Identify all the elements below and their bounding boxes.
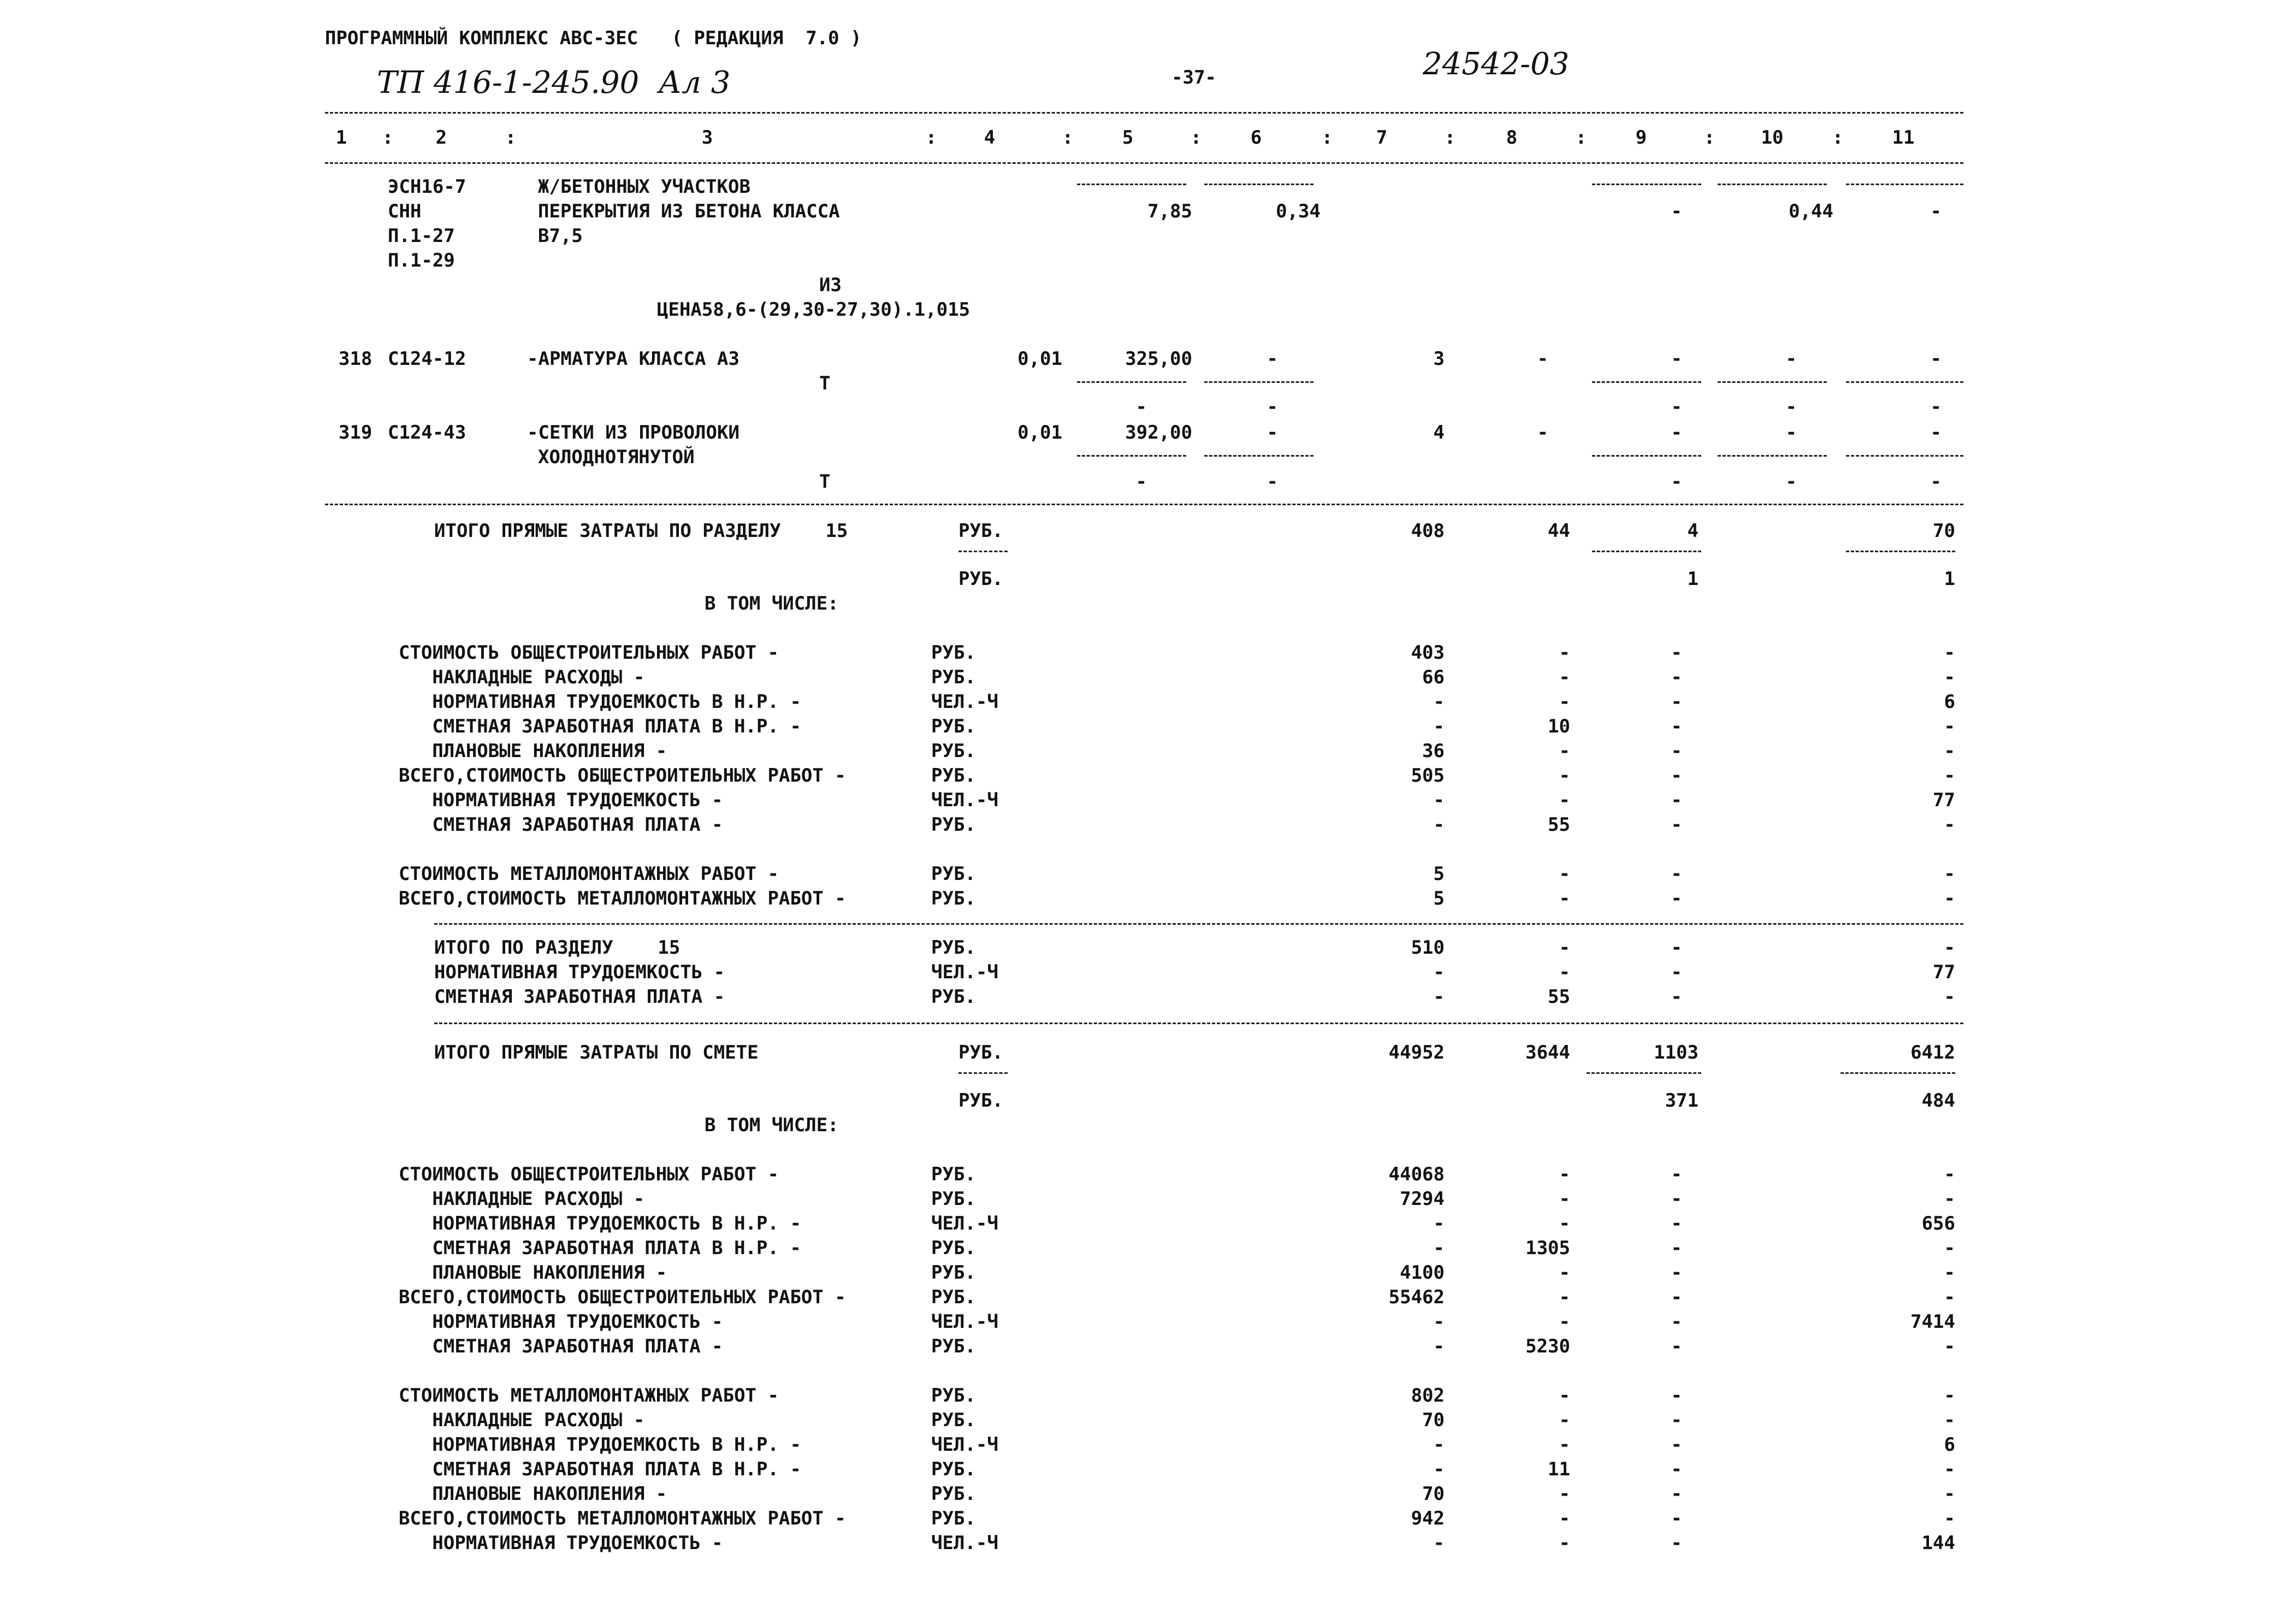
cell-c7: 802 [1411,1385,1445,1407]
cell-underline [1204,184,1313,185]
section-total-label: ИТОГО ПРЯМЫЕ ЗАТРАТЫ ПО РАЗДЕЛУ 15 [434,520,848,542]
cell-c9: 371 [1665,1090,1699,1112]
cell-c9: - [1671,1409,1682,1431]
cell-c11: - [1944,1458,1955,1480]
cell-c7: 5 [1433,888,1445,909]
cell-underline [1846,184,1963,185]
cell-c9: - [1671,740,1682,762]
row-unit: Т [819,471,831,493]
cell-c10: - [1785,471,1797,493]
cell-c7: 5 [1433,863,1445,885]
cell-underline [1077,455,1186,457]
cell-c9: - [1671,1311,1682,1333]
cell-c6: 0,34 [1276,200,1321,222]
cell-c6: - [1267,348,1278,370]
cell-c11: - [1944,986,1955,1008]
including-heading: В ТОМ ЧИСЛЕ: [705,1114,839,1136]
cell-c9: - [1671,961,1682,983]
cell-underline [1592,551,1701,552]
cell-c10: - [1785,396,1797,418]
cell-c7: 942 [1411,1508,1445,1529]
column-separator: : [1703,127,1715,149]
line-label: НАКЛАДНЫЕ РАСХОДЫ - [399,1188,645,1210]
cell-c9: - [1671,1163,1682,1185]
cell-c8: - [1537,348,1548,370]
cell-c9: - [1671,814,1682,836]
row-description: -СЕТКИ ИЗ ПРОВОЛОКИ [527,422,739,444]
cell-c11: - [1944,642,1955,664]
cell-c11: - [1944,1336,1955,1357]
cell-c8: - [1537,422,1548,444]
line-label: СТОИМОСТЬ ОБЩЕСТРОИТЕЛЬНЫХ РАБОТ - [399,1163,779,1185]
unit: РУБ. [931,740,976,762]
cell-c9: 1 [1687,568,1699,590]
cell-c9: - [1671,1532,1682,1554]
cell-c11: 70 [1933,520,1955,542]
estimate-total-label: ИТОГО ПРЯМЫЕ ЗАТРАТЫ ПО СМЕТЕ [434,1042,759,1063]
cell-underline [1846,381,1963,383]
rule-header-bottom [325,162,1963,164]
cell-c8: - [1559,666,1570,688]
cell-c11: - [1944,765,1955,787]
row-description: -АРМАТУРА КЛАССА А3 [527,348,739,370]
cell-c11: - [1930,348,1942,370]
cell-underline [1204,381,1313,383]
cell-c8: 44 [1548,520,1570,542]
unit: РУБ. [931,716,976,737]
line-label: СТОИМОСТЬ МЕТАЛЛОМОНТАЖНЫХ РАБОТ - [399,1385,779,1407]
cell-c9: - [1671,986,1682,1008]
unit: ЧЕЛ.-Ч [931,961,998,983]
cell-c8: - [1559,691,1570,713]
cell-underline [958,1072,1008,1074]
unit: РУБ. [931,1237,976,1259]
row-number: 319 [339,422,372,444]
cell-c11: - [1944,1286,1955,1308]
cell-c7: - [1433,1434,1445,1456]
cell-c11: 77 [1933,789,1955,811]
cell-c11: - [1944,1508,1955,1529]
cell-c11: 6 [1944,1434,1955,1456]
column-separator: : [1444,127,1456,149]
rule-section [325,504,1963,505]
row-code: ЭСН16-7 [388,176,466,198]
unit: РУБ. [958,1090,1003,1112]
cell-c9: - [1671,200,1682,222]
cell-c8: - [1559,789,1570,811]
cell-c11: - [1944,740,1955,762]
cell-c9: - [1671,1483,1682,1505]
cell-c9: - [1671,422,1682,444]
column-separator: : [1062,127,1074,149]
row-code: П.1-29 [388,250,455,271]
row-number: 318 [339,348,372,370]
cell-c8: - [1559,642,1570,664]
cell-c11: 7414 [1910,1311,1955,1333]
column-number: 10 [1761,127,1784,149]
cell-c7: - [1433,1213,1445,1234]
cell-c10: 0,44 [1789,200,1833,222]
cell-c9: - [1671,1213,1682,1234]
cell-c7: - [1433,986,1445,1008]
cell-underline [1841,1072,1955,1074]
unit: РУБ. [931,1385,976,1407]
cell-c8: - [1559,1483,1570,1505]
cell-underline [1204,455,1313,457]
line-label: НОРМАТИВНАЯ ТРУДОЕМКОСТЬ - [399,789,723,811]
line-label: ВСЕГО,СТОИМОСТЬ МЕТАЛЛОМОНТАЖНЫХ РАБОТ - [399,1508,846,1529]
line-label: СМЕТНАЯ ЗАРАБОТНАЯ ПЛАТА - [399,1336,723,1357]
line-label: СМЕТНАЯ ЗАРАБОТНАЯ ПЛАТА В Н.Р. - [399,1458,801,1480]
archive-number-handwritten: 24542-03 [1423,46,1570,82]
cell-c7: - [1433,1237,1445,1259]
unit: РУБ. [931,1336,976,1357]
line-label: СТОИМОСТЬ МЕТАЛЛОМОНТАЖНЫХ РАБОТ - [399,863,779,885]
cell-c8: - [1559,937,1570,959]
cell-c9: - [1671,691,1682,713]
row-code: С124-12 [388,348,466,370]
line-label: НОРМАТИВНАЯ ТРУДОЕМКОСТЬ В Н.Р. - [399,1434,801,1456]
cell-underline [1846,455,1963,457]
summary-label: ИТОГО ПО РАЗДЕЛУ 15 [434,937,680,959]
row-unit: Т [819,373,831,394]
cell-c11: - [1944,1188,1955,1210]
unit: РУБ. [931,1262,976,1284]
column-number: 1 [335,127,347,149]
cell-c9: - [1671,716,1682,737]
unit: РУБ. [958,520,1003,542]
cell-c7: - [1433,789,1445,811]
unit: РУБ. [931,1286,976,1308]
unit: ЧЕЛ.-Ч [931,1434,998,1456]
cell-c9: - [1671,1188,1682,1210]
column-number: 11 [1892,127,1915,149]
cell-c11: - [1944,1163,1955,1185]
column-number: 3 [701,127,713,149]
column-number: 2 [435,127,447,149]
cell-c8: 55 [1548,986,1570,1008]
cell-c8: 11 [1548,1458,1570,1480]
cell-c7: 408 [1411,520,1445,542]
line-label: СМЕТНАЯ ЗАРАБОТНАЯ ПЛАТА В Н.Р. - [399,716,801,737]
cell-underline [1846,551,1955,552]
row-code: СНН [388,200,422,222]
row-description: Ж/БЕТОННЫХ УЧАСТКОВ [538,176,750,198]
cell-c10: - [1785,348,1797,370]
unit: РУБ. [958,1042,1003,1063]
cell-c9: - [1671,1262,1682,1284]
cell-c8: 10 [1548,716,1570,737]
line-label: ПЛАНОВЫЕ НАКОПЛЕНИЯ - [399,1262,667,1284]
cell-c8: - [1559,1385,1570,1407]
line-label: СМЕТНАЯ ЗАРАБОТНАЯ ПЛАТА - [399,814,723,836]
cell-c7: - [1433,691,1445,713]
line-label: НОРМАТИВНАЯ ТРУДОЕМКОСТЬ В Н.Р. - [399,691,801,713]
line-label: НОРМАТИВНАЯ ТРУДОЕМКОСТЬ В Н.Р. - [399,1213,801,1234]
unit: ЧЕЛ.-Ч [931,1532,998,1554]
column-separator: : [1190,127,1202,149]
cell-c4: 0,01 [1017,348,1062,370]
unit: РУБ. [931,1188,976,1210]
document-number-handwritten: ТП 416-1-245.90 Ал 3 [377,65,731,101]
unit: ЧЕЛ.-Ч [931,789,998,811]
column-number: 6 [1250,127,1262,149]
line-label: СМЕТНАЯ ЗАРАБОТНАЯ ПЛАТА В Н.Р. - [399,1237,801,1259]
unit: РУБ. [931,765,976,787]
cell-c11: - [1930,200,1942,222]
cell-c11: - [1930,471,1942,493]
cell-c9: - [1671,666,1682,688]
price-formula: ЦЕНА58,6-(29,30-27,30).1,015 [657,299,971,321]
rule-section [434,923,1963,925]
unit: ЧЕЛ.-Ч [931,1213,998,1234]
cell-underline [1592,184,1701,185]
cell-c7: - [1433,814,1445,836]
cell-c4: 0,01 [1017,422,1062,444]
line-label: ВСЕГО,СТОИМОСТЬ ОБЩЕСТРОИТЕЛЬНЫХ РАБОТ - [399,1286,846,1308]
cell-c11: - [1944,1385,1955,1407]
cell-c8: - [1559,863,1570,885]
cell-c8: - [1559,888,1570,909]
cell-underline [1592,381,1701,383]
cell-c11: 77 [1933,961,1955,983]
cell-c8: - [1559,1532,1570,1554]
cell-underline [1587,1072,1701,1074]
cell-c11: - [1930,422,1942,444]
cell-c10: - [1785,422,1797,444]
cell-c11: 144 [1921,1532,1955,1554]
cell-c8: - [1559,1434,1570,1456]
unit: РУБ. [931,986,976,1008]
summary-label: НОРМАТИВНАЯ ТРУДОЕМКОСТЬ - [434,961,725,983]
unit: РУБ. [931,1163,976,1185]
cell-c6: - [1267,471,1278,493]
cell-c11: 6 [1944,691,1955,713]
unit: РУБ. [931,1483,976,1505]
cell-c9: - [1671,888,1682,909]
cell-c8: 3644 [1525,1042,1570,1063]
unit: РУБ. [931,937,976,959]
unit: РУБ. [931,666,976,688]
cell-underline [958,551,1008,552]
cell-c7: 70 [1422,1409,1445,1431]
cell-c7: - [1433,1336,1445,1357]
cell-c11: - [1944,937,1955,959]
cell-c9: - [1671,1385,1682,1407]
line-label: ПЛАНОВЫЕ НАКОПЛЕНИЯ - [399,740,667,762]
line-label: ПЛАНОВЫЕ НАКОПЛЕНИЯ - [399,1483,667,1505]
cell-c11: - [1930,396,1942,418]
including-heading: В ТОМ ЧИСЛЕ: [705,593,839,614]
row-description: ПЕРЕКРЫТИЯ ИЗ БЕТОНА КЛАССА [538,200,840,222]
unit: РУБ. [931,1409,976,1431]
column-number: 9 [1635,127,1647,149]
row-description: В7,5 [538,225,583,247]
column-separator: : [1832,127,1844,149]
unit: РУБ. [958,568,1003,590]
cell-c9: - [1671,1458,1682,1480]
cell-c8: - [1559,961,1570,983]
column-number: 4 [984,127,996,149]
cell-c7: 505 [1411,765,1445,787]
cell-c7: 4100 [1400,1262,1445,1284]
cell-c11: - [1944,814,1955,836]
cell-c5: 392,00 [1125,422,1192,444]
cell-c8: - [1559,1213,1570,1234]
cell-c9: 4 [1687,520,1699,542]
cell-c11: 656 [1921,1213,1955,1234]
cell-c9: 1103 [1654,1042,1699,1063]
summary-label: СМЕТНАЯ ЗАРАБОТНАЯ ПЛАТА - [434,986,725,1008]
cell-c9: - [1671,642,1682,664]
cell-c7: 55462 [1388,1286,1445,1308]
cell-c7: 510 [1411,937,1445,959]
cell-c8: - [1559,1311,1570,1333]
cell-c7: 66 [1422,666,1445,688]
cell-c5: 325,00 [1125,348,1192,370]
column-separator: : [382,127,394,149]
cell-c7: - [1433,1458,1445,1480]
cell-c11: - [1944,1237,1955,1259]
page-number: -37- [1171,67,1216,88]
cell-c6: - [1267,422,1278,444]
unit: РУБ. [931,863,976,885]
cell-c5: - [1135,396,1147,418]
cell-c7: 44952 [1388,1042,1445,1063]
unit: РУБ. [931,1458,976,1480]
cell-c7: - [1433,1532,1445,1554]
unit: РУБ. [931,814,976,836]
program-title: ПРОГРАММНЫЙ КОМПЛЕКС АВС-3ЕС ( РЕДАКЦИЯ 7.0 ) [325,27,862,49]
row-code: П.1-27 [388,225,455,247]
cell-c7: 44068 [1388,1163,1445,1185]
rule-top [325,112,1963,114]
cell-c11: - [1944,1483,1955,1505]
row-description: ХОЛОДНОТЯНУТОЙ [538,446,695,468]
column-separator: : [1321,127,1333,149]
line-label: ВСЕГО,СТОИМОСТЬ МЕТАЛЛОМОНТАЖНЫХ РАБОТ - [399,888,846,909]
cell-c11: - [1944,1262,1955,1284]
cell-c11: 1 [1944,568,1955,590]
cell-c9: - [1671,471,1682,493]
cell-c7: - [1433,716,1445,737]
column-number: 7 [1376,127,1388,149]
unit: РУБ. [931,888,976,909]
rule-section [434,1023,1963,1024]
cell-c8: - [1559,1508,1570,1529]
cell-c5: - [1135,471,1147,493]
cell-c9: - [1671,863,1682,885]
column-number: 5 [1122,127,1134,149]
cell-c8: - [1559,1286,1570,1308]
line-label: ВСЕГО,СТОИМОСТЬ ОБЩЕСТРОИТЕЛЬНЫХ РАБОТ - [399,765,846,787]
line-label: НАКЛАДНЫЕ РАСХОДЫ - [399,1409,645,1431]
cell-c7: - [1433,1311,1445,1333]
unit: ЧЕЛ.-Ч [931,691,998,713]
column-separator: : [1575,127,1587,149]
cell-c9: - [1671,348,1682,370]
cell-c7: - [1433,961,1445,983]
cell-c7: 3 [1433,348,1445,370]
cell-c9: - [1671,1237,1682,1259]
column-number: 8 [1506,127,1518,149]
cell-c9: - [1671,1508,1682,1529]
cell-c6: - [1267,396,1278,418]
cell-underline [1718,184,1827,185]
line-label: СТОИМОСТЬ ОБЩЕСТРОИТЕЛЬНЫХ РАБОТ - [399,642,779,664]
column-separator: : [505,127,517,149]
cell-underline [1718,381,1827,383]
unit: РУБ. [931,642,976,664]
cell-underline [1592,455,1701,457]
cell-c9: - [1671,937,1682,959]
column-separator: : [925,127,937,149]
cell-c7: 4 [1433,422,1445,444]
cell-c11: 484 [1921,1090,1955,1112]
line-label: НОРМАТИВНАЯ ТРУДОЕМКОСТЬ - [399,1532,723,1554]
cell-c8: - [1559,1188,1570,1210]
line-label: НОРМАТИВНАЯ ТРУДОЕМКОСТЬ - [399,1311,723,1333]
line-label: НАКЛАДНЫЕ РАСХОДЫ - [399,666,645,688]
cell-c11: - [1944,666,1955,688]
cell-c8: - [1559,1163,1570,1185]
cell-c8: - [1559,1409,1570,1431]
cell-c7: 7294 [1400,1188,1445,1210]
cell-c8: 5230 [1525,1336,1570,1357]
cell-c8: 55 [1548,814,1570,836]
cell-c9: - [1671,789,1682,811]
cell-underline [1718,455,1827,457]
cell-underline [1077,184,1186,185]
cell-c7: 36 [1422,740,1445,762]
cell-c11: - [1944,1409,1955,1431]
cell-c9: - [1671,1336,1682,1357]
cell-c7: 70 [1422,1483,1445,1505]
cell-c8: - [1559,1262,1570,1284]
cell-c9: - [1671,1286,1682,1308]
cell-c9: - [1671,765,1682,787]
cell-c5: 7,85 [1147,200,1192,222]
cell-c8: - [1559,765,1570,787]
cell-c9: - [1671,1434,1682,1456]
cell-c11: - [1944,863,1955,885]
row-code: С124-43 [388,422,466,444]
cell-c11: 6412 [1910,1042,1955,1063]
cell-c8: 1305 [1525,1237,1570,1259]
unit: ЧЕЛ.-Ч [931,1311,998,1333]
cell-c11: - [1944,716,1955,737]
cell-c11: - [1944,888,1955,909]
cell-c8: - [1559,740,1570,762]
cell-c9: - [1671,396,1682,418]
row-from: ИЗ [819,274,842,296]
cell-underline [1077,381,1186,383]
unit: РУБ. [931,1508,976,1529]
cell-c7: 403 [1411,642,1445,664]
